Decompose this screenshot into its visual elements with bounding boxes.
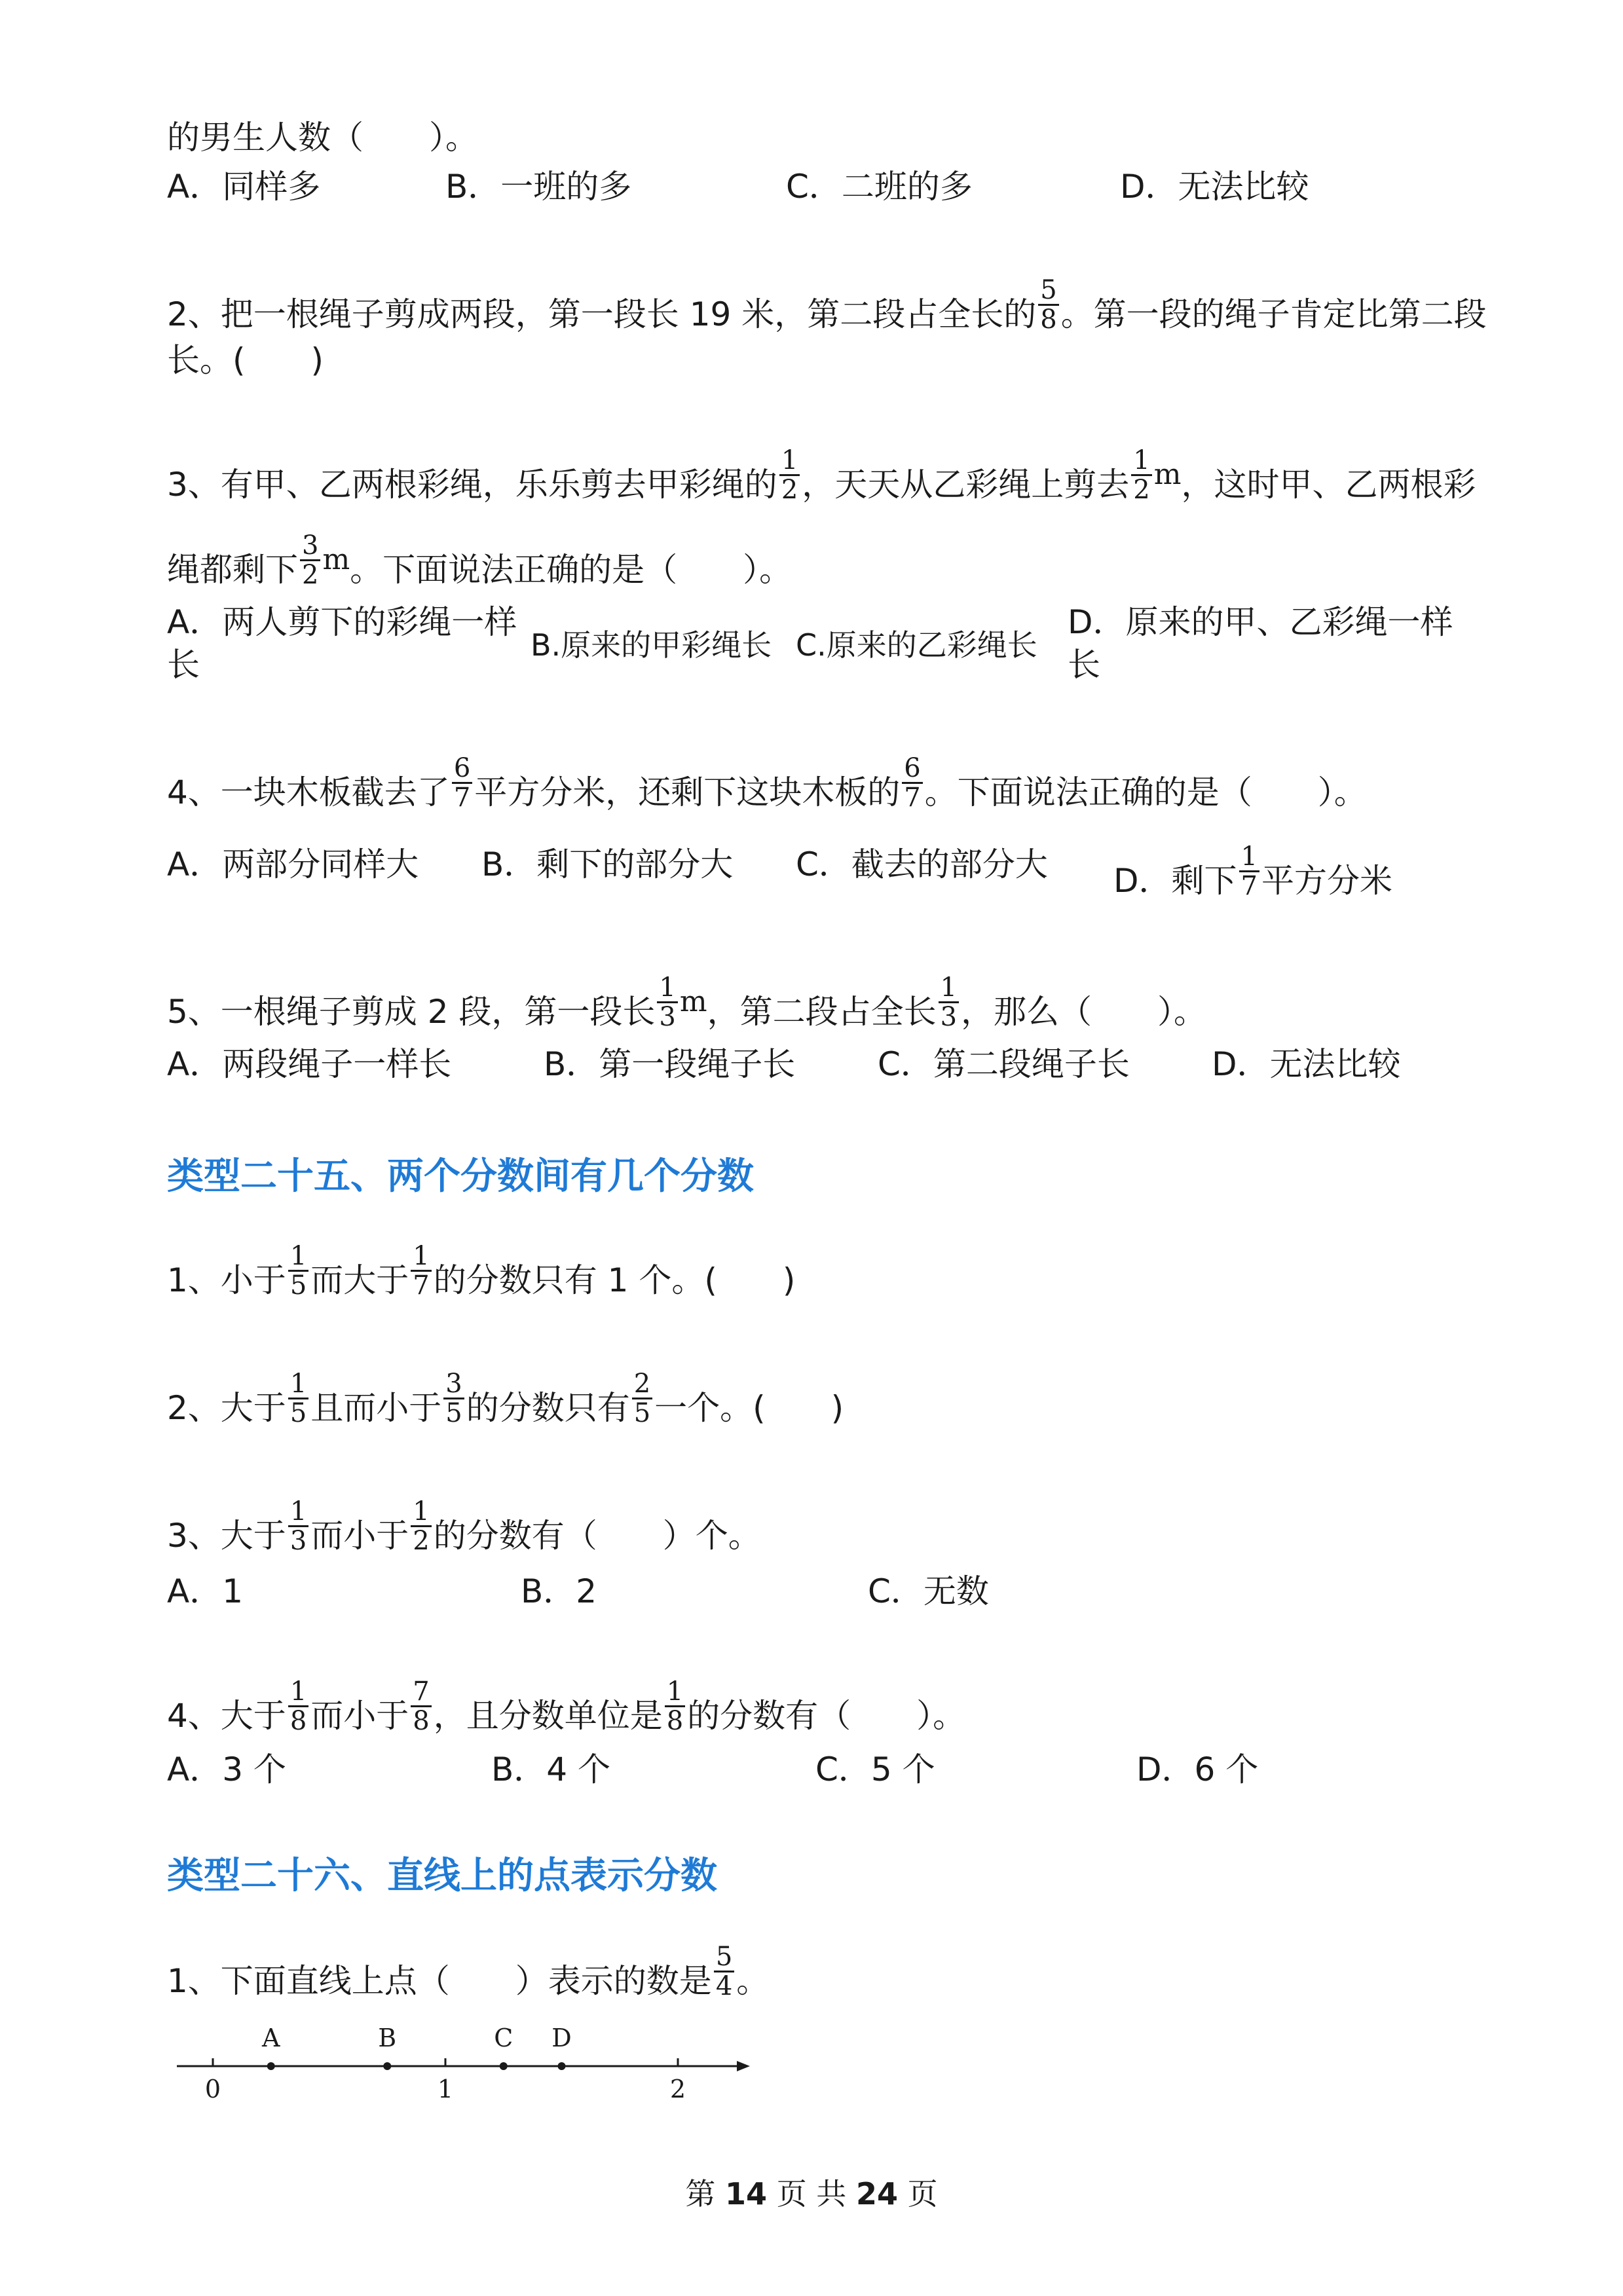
q3-option-a-cont: 长 [167, 646, 200, 684]
fraction: $\frac{1}{3}$ [288, 1498, 308, 1555]
question-2: 2、把一根绳子剪成两段，第一段长 19 米，第二段占全长的 $\frac{5}{8}$ 。第一段的绳子肯定比第二段 [167, 275, 1487, 335]
question-3: 3、有甲、乙两根彩绳，乐乐剪去甲彩绳的 $\frac{1}{2}$ ，天天从乙彩绳上剪去 $\frac{1}{2}$ m，这时甲、乙两根彩 [167, 445, 1476, 505]
fraction: $\frac{6}{7}$ [452, 754, 472, 811]
fraction: $\frac{3}{5}$ [443, 1370, 464, 1427]
q3-option-d-cont: 长 [1068, 646, 1100, 684]
tick-label: 0 [204, 2075, 221, 2103]
tick-label: 1 [437, 2075, 454, 2103]
point-d [558, 2062, 566, 2070]
fraction: $\frac{1}{2}$ [1131, 447, 1151, 504]
q0-option-b: B．一班的多 [445, 168, 632, 206]
section25-question-2: 2、大于 $\frac{1}{5}$ 且而小于 $\frac{3}{5}$ 的分数只有 $\frac{2}{5}$ 一个。( ) [167, 1369, 844, 1428]
point-label: C [494, 2024, 513, 2052]
s25q4-option-d: D．6 个 [1136, 1750, 1259, 1788]
s25q3-option-c: C．无数 [868, 1572, 989, 1610]
section26-question-1: 1、下面直线上点（ ）表示的数是 $\frac{5}{4}$ 。 [167, 1942, 770, 2001]
tick-label: 2 [669, 2075, 686, 2103]
question-2-line2: 长。( ) [167, 341, 324, 379]
fraction: $\frac{1}{2}$ [411, 1498, 431, 1555]
q4-option-a: A．两部分同样大 [167, 845, 419, 883]
page-footer: 第 14 页 共 24 页 [685, 2176, 938, 2212]
q3-option-d: D．原来的甲、乙彩绳一样 [1068, 603, 1453, 641]
q0-option-d: D．无法比较 [1120, 168, 1309, 206]
point-label: D [551, 2024, 572, 2052]
fraction: $\frac{1}{8}$ [665, 1678, 685, 1735]
point-c [500, 2062, 508, 2070]
section25-question-1: 1、小于 $\frac{1}{5}$ 而大于 $\frac{1}{7}$ 的分数只有 1 个。( ) [167, 1241, 796, 1301]
fraction: $\frac{6}{7}$ [902, 754, 922, 811]
point-label: A [262, 2024, 280, 2052]
question-3-line2: 绳都剩下 $\frac{3}{2}$ m。下面说法正确的是（ ）。 [167, 530, 793, 590]
total-pages: 24 [855, 2176, 898, 2212]
fraction: $\frac{1}{7}$ [1239, 843, 1259, 900]
fraction: $\frac{1}{2}$ [779, 447, 800, 504]
question-4: 4、一块木板截去了 $\frac{6}{7}$ 平方分米，还剩下这块木板的 $\frac{6}{7}$ 。下面说法正确的是（ ）。 [167, 753, 1367, 813]
q4-option-d: D．剩下 $\frac{1}{7}$ 平方分米 [1113, 842, 1392, 901]
question-continuation: 的男生人数（ ）。 [167, 119, 478, 157]
number-line [167, 2010, 756, 2109]
fraction: $\frac{3}{2}$ [300, 532, 320, 589]
q3-option-a: A．两人剪下的彩绳一样 [167, 603, 517, 641]
q5-option-d: D．无法比较 [1212, 1045, 1401, 1083]
s25q3-option-a: A．1 [167, 1572, 244, 1610]
q4-option-b: B．剩下的部分大 [481, 845, 734, 883]
s25q3-option-b: B．2 [521, 1572, 597, 1610]
number-line-arrow [737, 2061, 750, 2071]
fraction: $\frac{1}{3}$ [657, 974, 677, 1031]
fraction: $\frac{1}{7}$ [411, 1242, 431, 1299]
current-page: 14 [725, 2176, 768, 2212]
q3-option-b: B.原来的甲彩绳长 [531, 627, 772, 663]
section-heading-26: 类型二十六、直线上的点表示分数 [167, 1855, 717, 1897]
q5-option-b: B．第一段绳子长 [544, 1045, 796, 1083]
s25q4-option-b: B．4 个 [491, 1750, 611, 1788]
q4-option-c: C．截去的部分大 [796, 845, 1048, 883]
question-5: 5、一根绳子剪成 2 段，第一段长 $\frac{1}{3}$ m，第二段占全长 $\frac{1}{3}$ ，那么（ ）。 [167, 972, 1207, 1032]
section-heading-25: 类型二十五、两个分数间有几个分数 [167, 1155, 754, 1198]
q3-option-c: C.原来的乙彩绳长 [796, 627, 1037, 663]
fraction: $\frac{2}{5}$ [632, 1370, 652, 1427]
fraction: $\frac{1}{5}$ [288, 1242, 308, 1299]
q0-option-a: A．同样多 [167, 168, 321, 206]
q0-option-c: C．二班的多 [786, 168, 973, 206]
s25q4-option-c: C．5 个 [815, 1750, 935, 1788]
fraction: $\frac{1}{5}$ [288, 1370, 308, 1427]
q5-option-a: A．两段绳子一样长 [167, 1045, 452, 1083]
point-label: B [378, 2024, 397, 2052]
section25-question-3: 3、大于 $\frac{1}{3}$ 而小于 $\frac{1}{2}$ 的分数有（ ）个。 [167, 1496, 761, 1556]
fraction: $\frac{5}{4}$ [714, 1943, 734, 2000]
point-a [267, 2062, 275, 2070]
fraction: $\frac{1}{8}$ [288, 1678, 308, 1735]
fraction: $\frac{7}{8}$ [411, 1678, 431, 1735]
point-b [383, 2062, 391, 2070]
s25q4-option-a: A．3 个 [167, 1750, 286, 1788]
section25-question-4: 4、大于 $\frac{1}{8}$ 而小于 $\frac{7}{8}$ ，且分数单位是 $\frac{1}{8}$ 的分数有（ ）。 [167, 1676, 966, 1736]
fraction: $\frac{5}{8}$ [1038, 276, 1058, 333]
q5-option-c: C．第二段绳子长 [878, 1045, 1130, 1083]
fraction: $\frac{1}{3}$ [939, 974, 959, 1031]
